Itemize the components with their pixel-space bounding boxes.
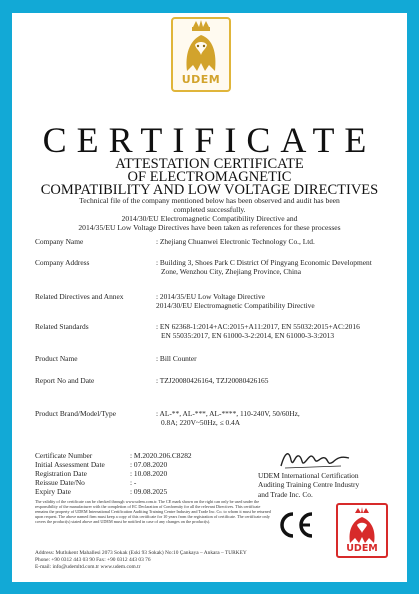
- certificate-sheet: [12, 13, 407, 582]
- meta-value: : 10.08.2020: [130, 469, 168, 478]
- field-label: Related Directives and Annex: [35, 292, 124, 301]
- footer-line-3: E-mail: info@udemltd.com.tr www.udem.com.tr: [35, 564, 141, 570]
- lion-crest-red-icon: [338, 505, 386, 545]
- value-line: 2014/30/EU Electromagnetic Compatibility Directive: [156, 301, 315, 310]
- value-line: : 2014/35/EU Low Voltage Directive: [156, 292, 265, 301]
- authority-line: UDEM International Certification: [258, 471, 359, 480]
- subtitle-line-2: OF ELECTROMAGNETIC: [127, 169, 292, 185]
- signature-icon: [275, 446, 355, 472]
- field-value: [156, 409, 397, 427]
- subtitle-line-3: COMPATIBILITY AND LOW VOLTAGE DIRECTIVES: [40, 182, 379, 198]
- footer-line-2: Phone: +90 0312 443 03 90 Fax: +90 0312 443 03 76: [35, 557, 151, 563]
- meta-label: Initial Assessment Date: [35, 460, 105, 469]
- field-value: [156, 292, 397, 310]
- fine-print: The validity of the certificate can be checked through www.udem.com.tr. The CE mark shown on the right can only be used under the responsibility of the manufacturer with the completion of EC Declaration of Conformity for all the relevant Directives. This certificate remains the property of UDEM International Certification Auditing Training Centre Industry and Trade Inc. Co. to whom it must be returned upon request. The above named firm must keep a copy of this certificate for 10 years from the registration of certificate. The certificate only covers the product(s) stated above and UDEM must be notified in case of any changes on the product(s).: [35, 499, 271, 524]
- meta-expiry-date: [35, 488, 167, 496]
- value-line: : Building 3, Shoes Park C District Of Pingyang Economic Development: [156, 258, 372, 267]
- meta-label: Registration Date: [35, 469, 87, 478]
- subtitle-line-1: ATTESTATION CERTIFICATE: [115, 156, 304, 172]
- description-line-4: 2014/35/EU Low Voltage Directives have been taken as references for these processes: [78, 223, 341, 232]
- field-label: Related Standards: [35, 322, 89, 331]
- field-label: Company Address: [35, 258, 90, 267]
- description-line-3: 2014/30/EU Electromagnetic Compatibility Directive and: [121, 214, 298, 223]
- udem-stamp: [336, 503, 388, 558]
- field-value: : Bill Counter: [156, 354, 197, 363]
- meta-value: : 09.08.2025: [130, 487, 168, 496]
- meta-label: Expiry Date: [35, 487, 71, 496]
- logo-text: UDEM: [181, 73, 221, 86]
- lion-crest-icon: [173, 19, 229, 77]
- meta-label: Certificate Number: [35, 451, 93, 460]
- value-line: : AL-**, AL-***, AL-****, 110-240V, 50/60Hz,: [156, 409, 300, 418]
- description-line-2: completed successfully.: [173, 205, 246, 214]
- field-value: : Zhejiang Chuanwei Electronic Technology Co., Ltd.: [156, 237, 315, 246]
- authority-line: Auditing Training Centre Industry: [258, 480, 360, 490]
- authority-block: [258, 471, 388, 499]
- meta-value: : 07.08.2020: [130, 460, 168, 469]
- udem-logo: [171, 17, 231, 92]
- meta-value: : M.2020.206.C8282: [130, 451, 192, 460]
- field-value: : TZJ20080426164, TZJ20080426165: [156, 376, 269, 385]
- stamp-text: UDEM: [346, 543, 378, 554]
- field-label: Company Name: [35, 237, 84, 246]
- field-label: Product Name: [35, 354, 78, 363]
- value-line: EN 55035:2017, EN 61000-3-2:2014, EN 61000-3-3:2013: [161, 331, 335, 340]
- value-line: : EN 62368-1:2014+AC:2015+A11:2017, EN 55032:2015+AC:2016: [156, 322, 360, 331]
- ce-mark-icon: [276, 510, 316, 540]
- meta-label: Reissue Date/No: [35, 478, 85, 487]
- field-value: [156, 258, 397, 276]
- field-label: Report No and Date: [35, 376, 95, 385]
- meta-value: : -: [130, 478, 137, 487]
- value-line: Zone, Wenzhou City, Zhejiang Province, China: [161, 267, 302, 276]
- certificate-title: CERTIFICATE: [42, 120, 377, 160]
- footer-line-1: Address: Mutlukent Mahallesi 2073 Sokak (Eski 93 Sokak) No:10 Çankaya – Ankara – TURKEY: [35, 550, 247, 556]
- description-line-1: Technical file of the company mentioned below has been observed and audit has been: [79, 196, 340, 205]
- field-label: Product Brand/Model/Type: [35, 409, 116, 418]
- authority-line: and Trade Inc. Co.: [258, 489, 313, 499]
- ce-mark: [276, 510, 316, 540]
- value-line: 0.8A; 220V~50Hz, ≤ 0.4A: [161, 418, 241, 427]
- field-value: [156, 322, 397, 340]
